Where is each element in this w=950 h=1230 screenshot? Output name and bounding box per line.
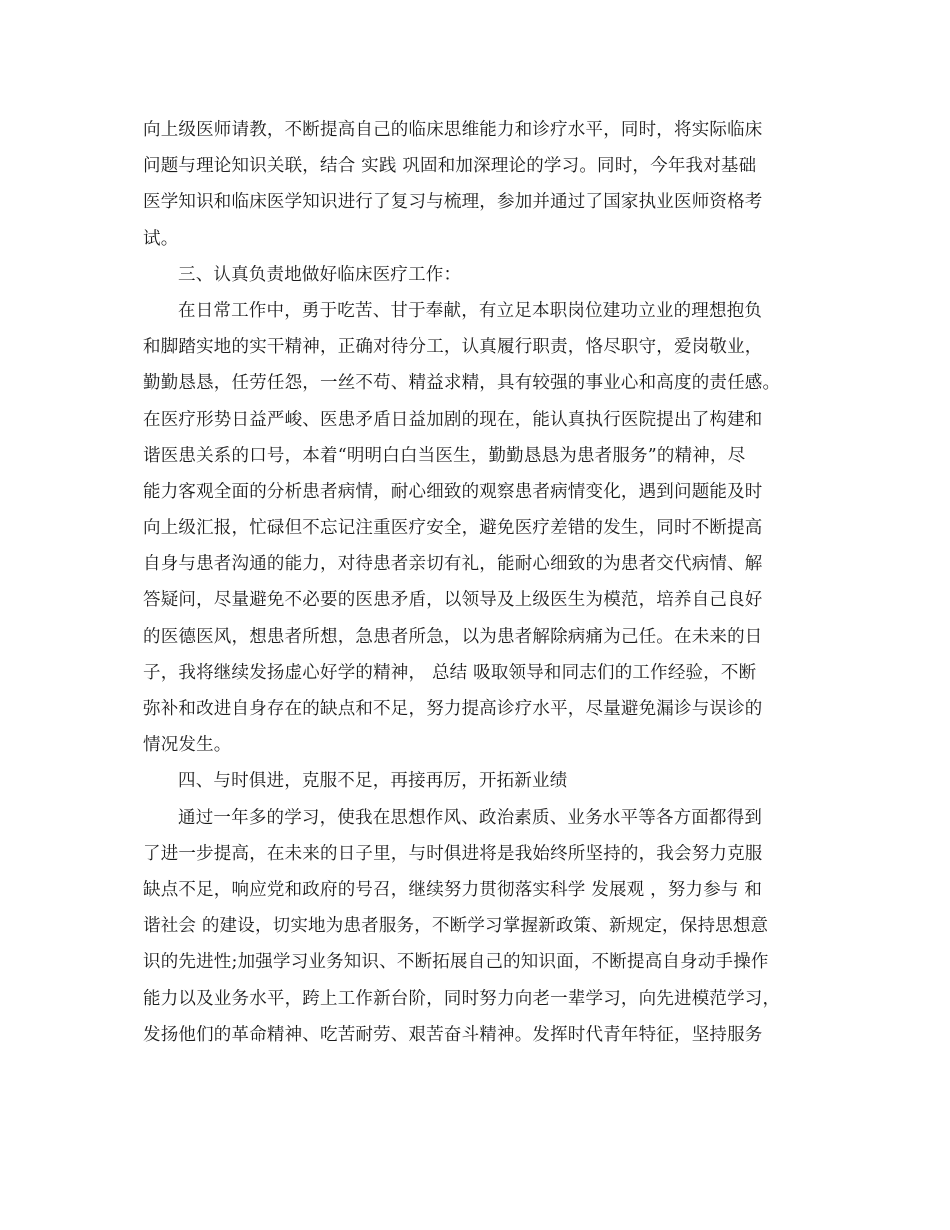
document-body [143, 112, 803, 1053]
text-line: 问题与理论知识关联，结合 实践 巩固和加深理论的学习。同时，今年我对基础 [143, 156, 757, 177]
section-heading-4: 四、与时俱进，克服不足，再接再厉，开拓新业绩 [178, 771, 568, 792]
text-line: 向上级汇报，忙碌但不忘记注重医疗安全，避免医疗差错的发生，同时不断提高 [143, 518, 763, 539]
text-line: 在医疗形势日益严峻、医患矛盾日益加剧的现在，能认真执行医院提出了构建和 [143, 409, 763, 430]
text-line: 答疑问，尽量避免不必要的医患矛盾，以领导及上级医生为模范，培养自己良好 [143, 590, 763, 611]
text-line: 在日常工作中，勇于吃苦、甘于奉献，有立足本职岗位建功立业的理想抱负 [178, 300, 763, 321]
text-line: 谐医患关系的口号，本着“明明白白当医生，勤勤恳恳为患者服务”的精神，尽 [143, 445, 746, 466]
text-line: 医学知识和临床医学知识进行了复习与梳理，参加并通过了国家执业医师资格考 [143, 192, 763, 213]
text-line: 通过一年多的学习，使我在思想作风、政治素质、业务水平等各方面都得到 [178, 807, 763, 828]
text-line: 了进一步提高，在未来的日子里，与时俱进将是我始终所坚持的，我会努力克服 [143, 843, 763, 864]
text-line: 的医德医风，想患者所想，急患者所急，以为患者解除病痛为己任。在未来的日 [143, 626, 763, 647]
text-line: 自身与患者沟通的能力，对待患者亲切有礼，能耐心细致的为患者交代病情、解 [143, 554, 763, 575]
text-line: 缺点不足，响应党和政府的号召，继续努力贯彻落实科学 发展观 ，努力参与 和 [143, 879, 763, 900]
text-line: 勤勤恳恳，任劳任怨，一丝不苟、精益求精，具有较强的事业心和高度的责任感。 [143, 373, 781, 394]
text-line: 情况发生。 [143, 735, 232, 756]
text-line: 和脚踏实地的实干精神，正确对待分工，认真履行职责，恪尽职守，爱岗敬业， [143, 337, 763, 358]
text-line: 谐社会 的建设，切实地为患者服务，不断学习掌握新政策、新规定，保持思想意 [143, 916, 769, 937]
text-line: 能力以及业务水平，跨上工作新台阶，同时努力向老一辈学习，向先进模范学习， [143, 988, 781, 1009]
text-line: 能力客观全面的分析患者病情，耐心细致的观察患者病情变化，遇到问题能及时 [143, 481, 763, 502]
section-heading-3: 三、认真负责地做好临床医疗工作： [178, 264, 462, 285]
text-line: 弥补和改进自身存在的缺点和不足，努力提高诊疗水平，尽量避免漏诊与误诊的 [143, 699, 763, 719]
text-line: 试。 [143, 228, 179, 249]
text-line: 识的先进性;加强学习业务知识、不断拓展自己的知识面，不断提高自身动手操作 [143, 952, 769, 973]
text-line: 发扬他们的革命精神、吃苦耐劳、艰苦奋斗精神。发挥时代青年特征，坚持服务 [143, 1024, 763, 1045]
text-line: 子，我将继续发扬虚心好学的精神， 总结 吸取领导和同志们的工作经验，不断 [143, 662, 757, 683]
text-line: 向上级医师请教，不断提高自己的临床思维能力和诊疗水平，同时，将实际临床 [143, 120, 763, 140]
